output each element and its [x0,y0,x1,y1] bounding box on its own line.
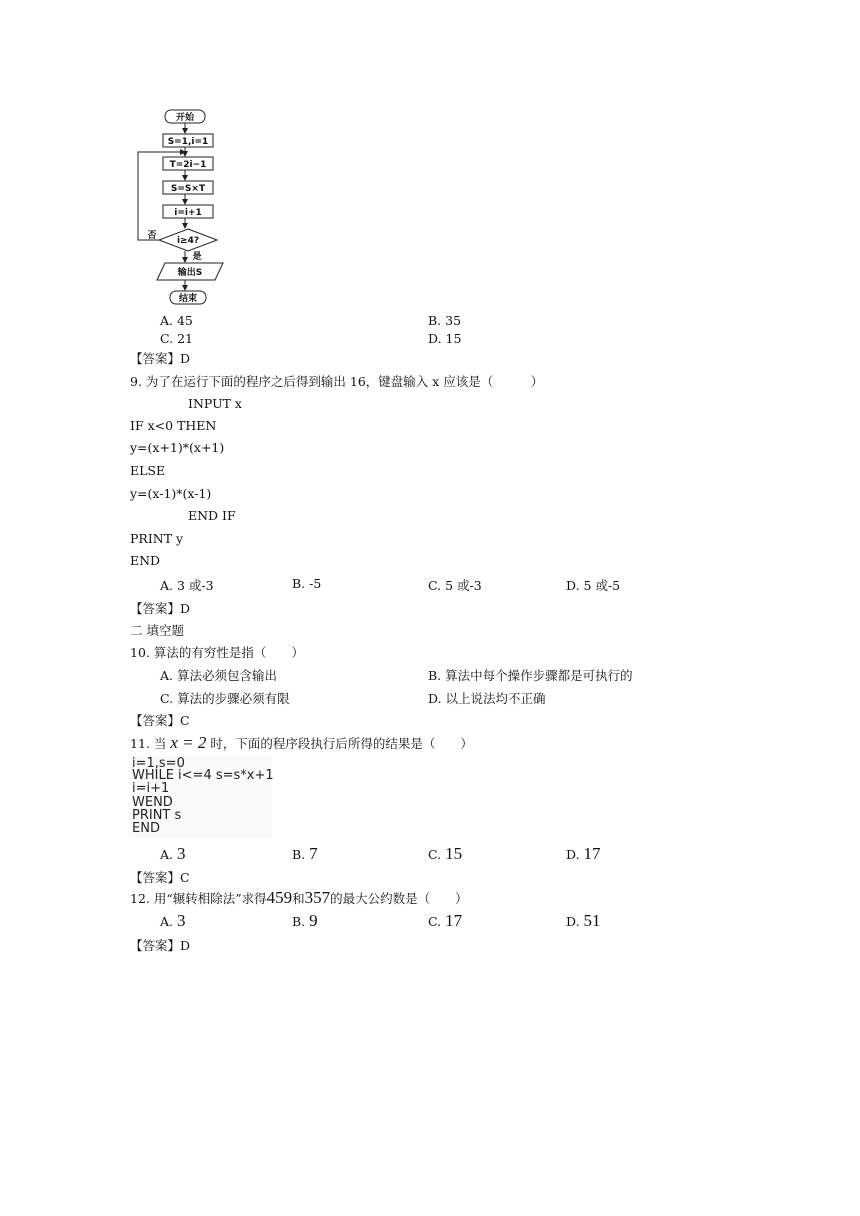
q10-option-c: C. 算法的步骤必须有限 [160,691,290,706]
q11-stem-post: 时，下面的程序段执行后所得的结果是（ ） [210,736,473,751]
q8-option-d: D. 15 [428,331,462,346]
flow-no-label: 否 [147,231,157,241]
q11-code-image [130,756,272,838]
flow-init-label: S=1,i=1 [167,137,209,147]
section-heading: 二 填空题 [130,623,184,638]
q9-option-b: B. -5 [292,576,322,591]
q9-code-line: y=(x-1)*(x-1) [130,486,212,501]
q10-answer: 【答案】C [130,713,190,728]
q10-stem: 10. 算法的有穷性是指（ ） [130,645,304,660]
q9-code-line: INPUT x [188,396,242,411]
q9-option-a: A. 3 或-3 [160,578,214,593]
q8-option-a: A. 45 [160,313,193,328]
q11-code-line: WHILE i<=4 s=s*x+1 [132,768,274,783]
q11-code-line: PRINT s [132,808,182,823]
q12-number-2: 357 [304,888,331,907]
q12-number-1: 459 [266,888,293,907]
q9-code-line: END IF [188,508,236,523]
q12-answer: 【答案】D [130,938,191,953]
flow-i-label: i=i+1 [174,208,202,218]
q11-answer: 【答案】C [130,870,190,885]
q12-option-b: B. 9 [292,911,318,930]
q9-option-d: D. 5 或-5 [566,578,621,593]
q8-option-b: B. 35 [428,313,462,328]
q8-option-c: C. 21 [160,331,193,346]
flow-output-label: 输出S [177,268,203,278]
q12-option-c: C. 17 [428,911,463,930]
q11-stem-pre: 11. 当 [130,736,167,751]
flow-condition-label: i≥4? [176,236,200,246]
q9-code-line: ELSE [130,463,166,478]
q11-code-line: i=i+1 [132,781,170,796]
q9-code-line: PRINT y [130,531,184,546]
flow-start-label: 开始 [175,113,195,123]
flow-yes-label: 是 [192,252,202,262]
flow-end-label: 结束 [178,294,198,304]
q11-option-d: D. 17 [566,844,601,863]
q11-option-c: C. 15 [428,844,463,863]
q11-stem-math: x = 2 [170,733,207,752]
q11-option-a: A. 3 [160,844,186,863]
q11-code-line: i=1,s=0 [132,756,185,771]
q10-option-d: D. 以上说法均不正确 [428,691,546,706]
q8-answer: 【答案】D [130,351,191,366]
q11-stem [130,733,473,753]
q9-code-line: END [130,553,161,568]
flow-s-label: S=S×T [170,184,206,194]
q10-option-b: B. 算法中每个操作步骤都是可执行的 [428,668,633,683]
q12-option-d: D. 51 [566,911,601,930]
q9-answer: 【答案】D [130,601,191,616]
q9-stem: 9. 为了在运行下面的程序之后得到输出 16，键盘输入 x 应该是（ ） [130,374,544,389]
flowchart [125,105,235,310]
q11-code-line: END [132,821,160,836]
q9-code-line: y=(x+1)*(x+1) [130,440,225,455]
q12-option-a: A. 3 [160,911,186,930]
q12-stem: 12. 用“辗转相除法”求得459和357的最大公约数是（ ） [130,888,468,907]
flow-t-label: T=2i−1 [169,160,207,170]
q11-code-line: WEND [132,795,173,810]
q11-option-b: B. 7 [292,844,318,863]
q9-code-line: IF x<0 THEN [130,418,217,433]
q10-option-a: A. 算法必须包含输出 [160,668,277,683]
q9-option-c: C. 5 或-3 [428,578,482,593]
